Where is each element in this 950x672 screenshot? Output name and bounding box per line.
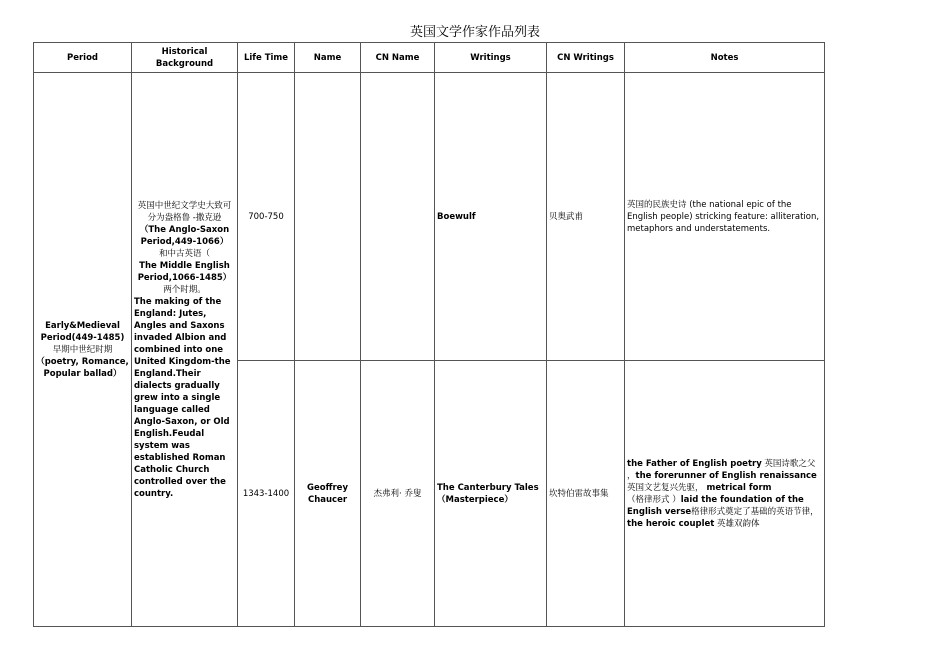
header-life-time: Life Time bbox=[238, 43, 295, 73]
table-row bbox=[34, 73, 825, 361]
header-row bbox=[34, 43, 825, 73]
notes-part: （格律形式 ） bbox=[627, 494, 681, 505]
life-time-cell: 1343-1400 bbox=[238, 361, 295, 627]
period-zh: 早期中世纪时期 bbox=[52, 344, 113, 355]
notes-part: laid the foundation of the English verse bbox=[627, 494, 804, 517]
background-zh-two: 两个时期。 bbox=[163, 284, 206, 295]
name-cell bbox=[295, 73, 361, 361]
period-name: Early&Medieval Period(449-1485) bbox=[40, 320, 125, 343]
writers-table bbox=[33, 42, 825, 627]
notes-part: the Father of English poetry bbox=[627, 458, 762, 469]
notes-cell: 英国的民族史诗 (the national epic of the English people) stricking feature: alliteration, metaphors and understatements. bbox=[625, 73, 825, 361]
header-name: Name bbox=[295, 43, 361, 73]
header-cn-writings: CN Writings bbox=[547, 43, 625, 73]
period-cell bbox=[34, 73, 132, 627]
notes-part: 格律形式奠定了基础的英语节律， bbox=[691, 506, 819, 517]
cn-name-cell bbox=[361, 73, 435, 361]
writings-cell: The Canterbury Tales（Masterpiece） bbox=[435, 361, 547, 627]
notes-cell bbox=[625, 361, 825, 627]
notes-part: 英雄双韵体 bbox=[714, 518, 760, 529]
header-notes: Notes bbox=[625, 43, 825, 73]
header-writings: Writings bbox=[435, 43, 547, 73]
cn-writings-cell: 贝奥武甫 bbox=[547, 73, 625, 361]
background-anglo-saxon: （The Anglo-Saxon Period,449-1066） bbox=[139, 224, 230, 247]
background-making: The making of the England: Jutes, Angles and Saxons invaded Albion and combined into one United Kingdom-the England.Their dialects gradually grew into a single language called Anglo-Saxon, or Old English.Feudal system was established Roman Catholic Church controlled over the country. bbox=[134, 296, 231, 499]
header-historical-background: Historical Background bbox=[132, 43, 238, 73]
notes-part: the forerunner of English renaissance bbox=[635, 470, 817, 481]
writings-cell: Boewulf bbox=[435, 73, 547, 361]
background-middle-english: The Middle English Period,1066-1485） bbox=[137, 260, 232, 283]
notes-part: 英国诗歌之父 ， bbox=[627, 458, 816, 481]
name-cell: Geoffrey Chaucer bbox=[295, 361, 361, 627]
cn-name-cell: 杰弗利· 乔叟 bbox=[361, 361, 435, 627]
background-zh-and: 和中古英语（ bbox=[158, 248, 210, 259]
header-cn-name: CN Name bbox=[361, 43, 435, 73]
background-zh-intro: 英国中世纪文学史大致可分为盎格鲁 -撒克逊 bbox=[137, 200, 232, 223]
page-title: 英国文学作家作品列表 bbox=[409, 25, 540, 40]
period-genres: （poetry, Romance, Popular ballad） bbox=[36, 356, 129, 379]
cn-writings-cell: 坎特伯雷故事集 bbox=[547, 361, 625, 627]
life-time-cell: 700-750 bbox=[238, 73, 295, 361]
notes-part: metrical form bbox=[703, 482, 772, 493]
header-period: Period bbox=[34, 43, 132, 73]
background-cell bbox=[132, 73, 238, 627]
notes-part: 英国文艺复兴先驱， bbox=[627, 482, 704, 493]
notes-part: the heroic couplet bbox=[627, 518, 715, 529]
